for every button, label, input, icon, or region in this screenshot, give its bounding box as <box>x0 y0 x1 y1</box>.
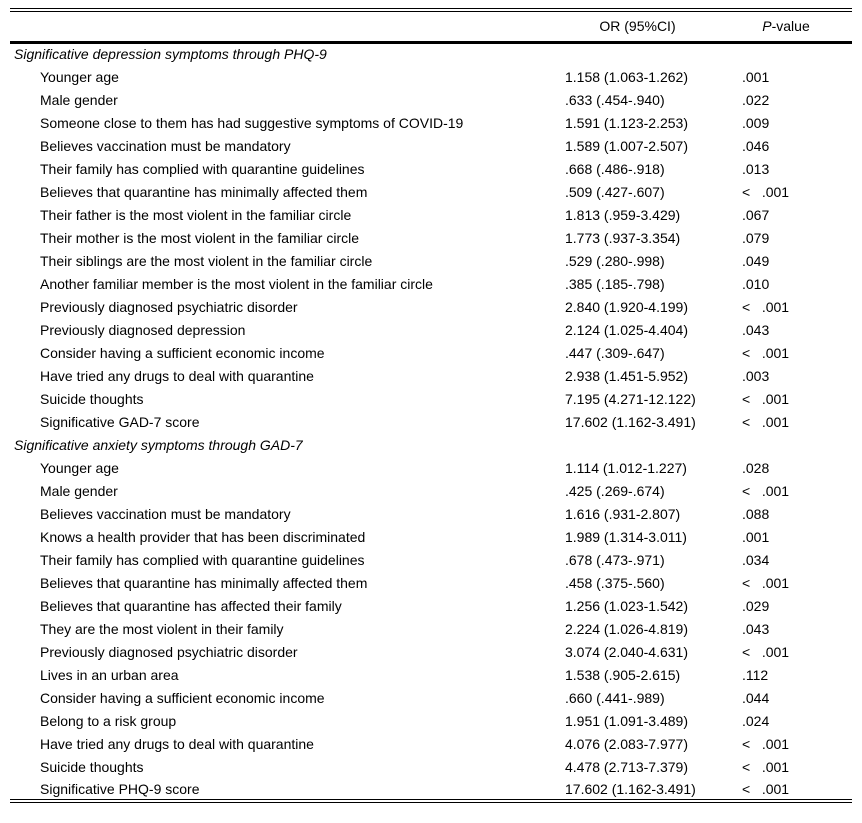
p-value: < .001 <box>742 735 790 752</box>
table-row <box>10 88 852 111</box>
table-row <box>10 617 852 640</box>
table-row <box>10 203 852 226</box>
table-row <box>10 249 852 272</box>
row-label: Consider having a sufficient economic income <box>40 689 325 706</box>
or-value: 2.840 (1.920-4.199) <box>565 298 688 315</box>
p-value: .001 <box>742 68 770 85</box>
header-p-value <box>720 10 852 42</box>
table-row <box>10 180 852 203</box>
table-row <box>10 663 852 686</box>
table-row <box>10 755 852 778</box>
p-italic-letter: P <box>762 18 772 35</box>
p-value: .034 <box>742 551 770 568</box>
table-row <box>10 594 852 617</box>
table-row <box>10 341 852 364</box>
table-row <box>10 456 852 479</box>
row-label: Consider having a sufficient economic income <box>40 344 325 361</box>
or-value: 1.989 (1.314-3.011) <box>565 528 687 545</box>
row-label: Previously diagnosed psychiatric disorder <box>40 643 298 660</box>
header-empty-cell <box>10 10 555 42</box>
or-value: 3.074 (2.040-4.631) <box>565 643 688 660</box>
table-row <box>10 387 852 410</box>
or-value: .668 (.486-.918) <box>565 160 665 177</box>
row-label: Significative GAD-7 score <box>40 413 200 430</box>
p-value: .001 <box>742 528 770 545</box>
p-value: .010 <box>742 275 770 292</box>
p-value: .003 <box>742 367 770 384</box>
row-label: Their siblings are the most violent in the familiar circle <box>40 252 373 269</box>
row-label: Significative PHQ-9 score <box>40 780 200 797</box>
or-value: 1.256 (1.023-1.542) <box>565 597 688 614</box>
p-value: .088 <box>742 505 770 522</box>
p-value: < .001 <box>742 643 790 660</box>
or-value: .385 (.185-.798) <box>565 275 665 292</box>
p-value: < .001 <box>742 413 790 430</box>
or-value: 1.591 (1.123-2.253) <box>565 114 688 131</box>
p-value: .029 <box>742 597 770 614</box>
or-value: .529 (.280-.998) <box>565 252 665 269</box>
or-value: .509 (.427-.607) <box>565 183 665 200</box>
row-label: Younger age <box>40 459 119 476</box>
table-row <box>10 502 852 525</box>
table-row <box>10 226 852 249</box>
row-label: Younger age <box>40 68 119 85</box>
p-value: .067 <box>742 206 770 223</box>
or-value: 4.076 (2.083-7.977) <box>565 735 688 752</box>
section-title-row <box>10 433 852 456</box>
section-title-row <box>10 42 852 65</box>
p-value: < .001 <box>742 298 790 315</box>
or-value: 17.602 (1.162-3.491) <box>565 413 696 430</box>
or-value: 2.124 (1.025-4.404) <box>565 321 688 338</box>
or-value: 1.158 (1.063-1.262) <box>565 68 688 85</box>
table-row <box>10 479 852 502</box>
or-value: 1.114 (1.012-1.227) <box>565 459 687 476</box>
table-row <box>10 686 852 709</box>
p-value: .112 <box>742 666 769 683</box>
table-row <box>10 65 852 88</box>
or-value: .633 (.454-.940) <box>565 91 665 108</box>
p-value: .043 <box>742 321 770 338</box>
table-body <box>10 42 852 801</box>
or-value: 17.602 (1.162-3.491) <box>565 780 696 797</box>
table-row <box>10 134 852 157</box>
or-value: 4.478 (2.713-7.379) <box>565 758 688 775</box>
table-row <box>10 157 852 180</box>
or-value: .458 (.375-.560) <box>565 574 665 591</box>
row-label: Believes vaccination must be mandatory <box>40 137 291 154</box>
row-label: Believes that quarantine has affected their family <box>40 597 342 614</box>
or-value: 1.773 (.937-3.354) <box>565 229 681 246</box>
or-value: .678 (.473-.971) <box>565 551 665 568</box>
p-value: < .001 <box>742 758 790 775</box>
or-value: 1.616 (.931-2.807) <box>565 505 681 522</box>
p-value: < .001 <box>742 574 790 591</box>
row-label: Lives in an urban area <box>40 666 179 683</box>
row-label: Believes that quarantine has minimally affected them <box>40 183 368 200</box>
table-row <box>10 571 852 594</box>
row-label: Belong to a risk group <box>40 712 177 729</box>
row-label: Believes vaccination must be mandatory <box>40 505 291 522</box>
table-row <box>10 364 852 387</box>
p-value: .046 <box>742 137 770 154</box>
table-row <box>10 548 852 571</box>
p-value: .009 <box>742 114 770 131</box>
or-value: 7.195 (4.271-12.122) <box>565 390 696 407</box>
row-label: Believes that quarantine has minimally affected them <box>40 574 368 591</box>
row-label: Their mother is the most violent in the familiar circle <box>40 229 359 246</box>
table-row <box>10 525 852 548</box>
or-value: .447 (.309-.647) <box>565 344 665 361</box>
or-value: 2.938 (1.451-5.952) <box>565 367 688 384</box>
table-row <box>10 778 852 801</box>
row-label: They are the most violent in their family <box>40 620 284 637</box>
row-label: Have tried any drugs to deal with quarantine <box>40 367 314 384</box>
row-label: Suicide thoughts <box>40 758 144 775</box>
p-value: .044 <box>742 689 770 706</box>
row-label: Previously diagnosed psychiatric disorder <box>40 298 298 315</box>
row-label: Their father is the most violent in the familiar circle <box>40 206 352 223</box>
p-value: < .001 <box>742 390 790 407</box>
p-value: .022 <box>742 91 770 108</box>
row-label: Previously diagnosed depression <box>40 321 246 338</box>
header-or: OR (95%CI) <box>555 10 720 42</box>
row-label: Have tried any drugs to deal with quarantine <box>40 735 314 752</box>
or-value: 1.538 (.905-2.615) <box>565 666 681 683</box>
p-value: .043 <box>742 620 770 637</box>
table-row <box>10 318 852 341</box>
p-value: .028 <box>742 459 770 476</box>
row-label: Another familiar member is the most violent in the familiar circle <box>40 275 433 292</box>
row-label: Someone close to them has had suggestive symptoms of COVID-19 <box>40 114 464 131</box>
table-row <box>10 732 852 755</box>
header-row <box>10 10 852 42</box>
p-value: .079 <box>742 229 770 246</box>
section-title: Significative anxiety symptoms through GAD-7 <box>14 436 303 453</box>
or-value: .425 (.269-.674) <box>565 482 665 499</box>
or-value: 1.951 (1.091-3.489) <box>565 712 688 729</box>
or-value: 1.813 (.959-3.429) <box>565 206 681 223</box>
or-value: 1.589 (1.007-2.507) <box>565 137 688 154</box>
section-title: Significative depression symptoms through PHQ-9 <box>14 46 327 63</box>
p-value-rest: -value <box>771 18 810 35</box>
table-row <box>10 111 852 134</box>
results-table <box>10 8 852 803</box>
p-value: < .001 <box>742 344 790 361</box>
row-label: Their family has complied with quarantine guidelines <box>40 551 365 568</box>
row-label: Their family has complied with quarantine guidelines <box>40 160 365 177</box>
p-value: < .001 <box>742 780 790 797</box>
or-value: 2.224 (1.026-4.819) <box>565 620 688 637</box>
table-row <box>10 410 852 433</box>
p-value: .013 <box>742 160 770 177</box>
p-value: < .001 <box>742 183 790 200</box>
table-row <box>10 640 852 663</box>
p-value: < .001 <box>742 482 790 499</box>
row-label: Male gender <box>40 91 118 108</box>
row-label: Suicide thoughts <box>40 390 144 407</box>
p-value: .049 <box>742 252 770 269</box>
table-row <box>10 272 852 295</box>
p-value: .024 <box>742 712 770 729</box>
table-row <box>10 709 852 732</box>
row-label: Male gender <box>40 482 118 499</box>
table-row <box>10 295 852 318</box>
row-label: Knows a health provider that has been discriminated <box>40 528 366 545</box>
or-value: .660 (.441-.989) <box>565 689 665 706</box>
